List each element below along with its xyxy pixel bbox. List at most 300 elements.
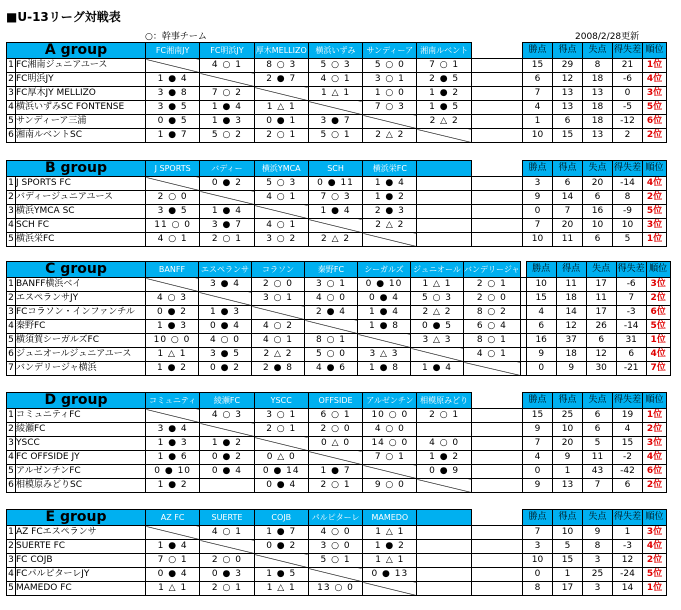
self-match-cell (254, 87, 308, 101)
team-name: J SPORTS FC (16, 177, 146, 191)
self-match-cell (146, 526, 200, 540)
stat-value: 9 (522, 479, 552, 493)
match-result: 3 ● 5 (199, 348, 252, 362)
rank-value: 4位 (642, 177, 666, 191)
rank-value: 3位 (642, 87, 666, 101)
match-result: 0 ● 10 (358, 278, 411, 292)
stat-value: 6 (612, 479, 642, 493)
stat-value: 13 (552, 101, 582, 115)
table-row (7, 554, 667, 568)
match-result: 4 ○ 3 (200, 409, 254, 423)
stat-header: 順位 (642, 161, 666, 177)
stat-value: 3 (522, 540, 552, 554)
match-result: 1 △ 1 (411, 278, 464, 292)
stat-value: 14 (612, 582, 642, 596)
match-result: 8 ○ 1 (464, 334, 521, 348)
group-name: C group (7, 262, 146, 278)
stat-value: 13 (582, 87, 612, 101)
team-column-header: コラソン (252, 262, 305, 278)
match-result: 1 △ 1 (308, 87, 362, 101)
team-column-header: シーガルズ (358, 262, 411, 278)
team-column-header: サンディーア (363, 43, 417, 59)
match-result: 1 ● 3 (146, 320, 199, 334)
match-result: 1 ● 7 (254, 526, 308, 540)
table-row (7, 101, 667, 115)
match-result: 3 ● 5 (146, 101, 200, 115)
team-column-header: ジュニオール (411, 262, 464, 278)
match-result: 2 △ 2 (252, 348, 305, 362)
match-result: 0 ● 2 (200, 177, 254, 191)
table-row (7, 479, 667, 493)
stat-header: 勝点 (522, 393, 552, 409)
match-result: 7 ○ 1 (146, 554, 200, 568)
table-row (7, 292, 671, 306)
spacer-cell (471, 219, 522, 233)
stat-value: 9 (522, 423, 552, 437)
team-column-header: YSCC (254, 393, 308, 409)
team-column-header: 厚木MELLIZO (254, 43, 308, 59)
stat-header: 得失差 (612, 393, 642, 409)
stat-value: 15 (522, 409, 552, 423)
stat-header: 失点 (586, 262, 616, 278)
match-result: 3 ○ 0 (308, 540, 362, 554)
spacer-cell (471, 568, 522, 582)
match-result: 7 ○ 1 (363, 451, 417, 465)
team-name: バンデリージャ横浜 (16, 362, 146, 376)
team-column-header: パルピターレ (308, 510, 362, 526)
table-row (7, 334, 671, 348)
stat-value: 5 (552, 540, 582, 554)
match-result (417, 177, 471, 191)
stat-value: 29 (552, 59, 582, 73)
match-result: 1 ● 2 (200, 437, 254, 451)
match-result: 4 ○ 0 (199, 334, 252, 348)
team-column-header (417, 161, 471, 177)
rank-value: 7位 (646, 362, 670, 376)
self-match-cell (363, 465, 417, 479)
match-result: 1 ● 5 (417, 101, 471, 115)
match-result: 4 ● 6 (305, 362, 358, 376)
table-row (7, 348, 671, 362)
match-result: 4 ○ 1 (308, 73, 362, 87)
rank-value: 4位 (642, 540, 666, 554)
match-result: 6 ○ 4 (464, 320, 521, 334)
table-row (7, 409, 667, 423)
row-number: 1 (7, 59, 16, 73)
match-result: 2 ○ 1 (308, 479, 362, 493)
row-number: 6 (7, 129, 16, 143)
stat-header: 得点 (556, 262, 586, 278)
self-match-cell (200, 73, 254, 87)
match-result: 5 ○ 0 (363, 59, 417, 73)
match-result: 9 ○ 0 (363, 479, 417, 493)
spacer-cell (471, 101, 522, 115)
table-row (7, 437, 667, 451)
rank-value: 5位 (642, 101, 666, 115)
self-match-cell (252, 306, 305, 320)
match-result: 3 ○ 1 (252, 292, 305, 306)
stat-value: 14 (556, 306, 586, 320)
self-match-cell (305, 320, 358, 334)
match-result: 4 ○ 1 (200, 59, 254, 73)
table-row (7, 451, 667, 465)
match-result: 3 ● 4 (146, 423, 200, 437)
self-match-cell (254, 554, 308, 568)
match-result: 0 ● 10 (146, 465, 200, 479)
match-result: 1 ● 2 (146, 362, 199, 376)
stat-value: 37 (556, 334, 586, 348)
match-result: 1 △ 1 (254, 582, 308, 596)
match-result: 7 ○ 3 (363, 101, 417, 115)
match-result: 3 ○ 2 (254, 233, 308, 247)
team-column-header: J SPORTS (146, 161, 200, 177)
stat-value: 13 (552, 87, 582, 101)
match-result: 3 ● 7 (200, 219, 254, 233)
table-row (7, 233, 667, 247)
stat-value: 12 (556, 320, 586, 334)
team-column-header: SCH (308, 161, 362, 177)
stat-value: 11 (556, 278, 586, 292)
stat-value: 1 (522, 115, 552, 129)
team-name: FCパルピターレJY (16, 568, 146, 582)
stat-value: 3 (582, 554, 612, 568)
stat-value: -24 (612, 568, 642, 582)
match-result: 0 ● 5 (411, 320, 464, 334)
match-result: 4 ○ 2 (252, 320, 305, 334)
match-result: 0 ● 13 (363, 568, 417, 582)
stat-value: 8 (612, 191, 642, 205)
match-result: 1 ● 8 (358, 320, 411, 334)
match-result: 8 ○ 2 (464, 306, 521, 320)
self-match-cell (363, 233, 417, 247)
match-result: 5 ○ 3 (411, 292, 464, 306)
row-number: 5 (7, 115, 16, 129)
spacer-cell (471, 479, 522, 493)
self-match-cell (308, 451, 362, 465)
row-number: 4 (7, 219, 16, 233)
stat-value: 3 (582, 582, 612, 596)
rank-value: 4位 (642, 451, 666, 465)
match-result: 2 △ 2 (308, 233, 362, 247)
match-result: 10 ○ 0 (363, 409, 417, 423)
stat-value: 6 (522, 73, 552, 87)
stat-value: 6 (616, 348, 646, 362)
rank-value: 6位 (646, 306, 670, 320)
match-result: 1 △ 1 (363, 554, 417, 568)
self-match-cell (146, 177, 200, 191)
stat-value: 10 (552, 423, 582, 437)
stat-value: 6 (582, 191, 612, 205)
self-match-cell (199, 292, 252, 306)
match-result: 10 ○ 0 (146, 334, 199, 348)
match-result: 2 △ 2 (363, 219, 417, 233)
team-name: アルゼンチンFC (16, 465, 146, 479)
stat-value: 2 (612, 129, 642, 143)
match-result: 5 ○ 3 (254, 177, 308, 191)
spacer-cell (471, 233, 522, 247)
match-result: 7 ○ 1 (417, 59, 471, 73)
match-result: 0 ● 5 (146, 115, 200, 129)
match-result: 1 ○ 0 (363, 87, 417, 101)
team-name: ジュニオールジュニアユース (16, 348, 146, 362)
stat-header: 得失差 (616, 262, 646, 278)
stat-value: 9 (582, 526, 612, 540)
table-row (7, 568, 667, 582)
rank-value: 5位 (646, 320, 670, 334)
match-result: 3 ○ 1 (305, 278, 358, 292)
match-result: 1 ● 3 (200, 115, 254, 129)
self-match-cell (358, 334, 411, 348)
stat-value: 21 (612, 59, 642, 73)
spacer-cell (471, 582, 522, 596)
table-row (7, 362, 671, 376)
match-result: 1 ● 7 (308, 465, 362, 479)
team-name: YSCC (16, 437, 146, 451)
row-number: 4 (7, 451, 16, 465)
match-result (417, 219, 471, 233)
match-result: 2 ○ 0 (252, 278, 305, 292)
match-result: 1 ● 2 (146, 479, 200, 493)
stat-value: 0 (526, 362, 556, 376)
match-result: 3 ● 5 (146, 205, 200, 219)
stat-header: 得失差 (612, 510, 642, 526)
match-result: 1 ● 2 (363, 540, 417, 554)
match-result: 2 ● 3 (363, 205, 417, 219)
rank-value: 1位 (642, 59, 666, 73)
stat-value: 1 (552, 465, 582, 479)
spacer-cell (471, 540, 522, 554)
row-number: 5 (7, 465, 16, 479)
match-result: 4 ○ 1 (252, 334, 305, 348)
team-column-header: MAMEDO (363, 510, 417, 526)
team-name: エスペランサJY (16, 292, 146, 306)
spacer-cell (471, 393, 522, 409)
team-name: 秦野FC (16, 320, 146, 334)
table-row (7, 205, 667, 219)
team-name: FC COJB (16, 554, 146, 568)
match-result (417, 526, 471, 540)
match-result: 2 ○ 1 (200, 582, 254, 596)
match-result: 4 ○ 1 (254, 191, 308, 205)
stat-value: 9 (526, 348, 556, 362)
match-result: 4 ○ 0 (305, 292, 358, 306)
team-name: 横浜栄FC (16, 233, 146, 247)
match-result: 3 ● 4 (199, 278, 252, 292)
row-number: 2 (7, 423, 16, 437)
spacer-cell (471, 161, 522, 177)
stat-value: 4 (522, 101, 552, 115)
stat-value: 8 (582, 540, 612, 554)
row-number: 3 (7, 205, 16, 219)
team-column-header: バディー (200, 161, 254, 177)
stat-value: -6 (616, 278, 646, 292)
match-result: 3 ● 8 (146, 87, 200, 101)
match-result: 6 ○ 1 (308, 409, 362, 423)
stat-value: 17 (586, 278, 616, 292)
stat-value: 0 (522, 465, 552, 479)
stat-value: 6 (582, 409, 612, 423)
match-result: 5 ○ 1 (308, 554, 362, 568)
stat-value: 20 (582, 177, 612, 191)
self-match-cell (200, 423, 254, 437)
rank-value: 1位 (642, 582, 666, 596)
team-name: 横浜いずみSC FONTENSE (16, 101, 146, 115)
stat-value: 26 (586, 320, 616, 334)
self-match-cell (146, 59, 200, 73)
stat-value: 8 (582, 59, 612, 73)
stat-value: 17 (586, 306, 616, 320)
stat-value: 15 (552, 129, 582, 143)
table-row (7, 465, 667, 479)
match-result: 8 ○ 1 (305, 334, 358, 348)
match-result: 1 ● 4 (200, 101, 254, 115)
stat-header: 順位 (642, 43, 666, 59)
row-number: 3 (7, 87, 16, 101)
match-result: 1 △ 1 (363, 526, 417, 540)
spacer-cell (471, 59, 522, 73)
stat-value: -3 (612, 540, 642, 554)
match-result: 0 ● 4 (358, 292, 411, 306)
table-row (7, 191, 667, 205)
self-match-cell (146, 409, 200, 423)
table-row (7, 278, 671, 292)
self-match-cell (254, 437, 308, 451)
stat-header: 失点 (582, 161, 612, 177)
match-result: 1 ● 4 (411, 362, 464, 376)
table-row (7, 59, 667, 73)
match-result: 0 ● 1 (254, 115, 308, 129)
stat-value: 7 (582, 479, 612, 493)
match-result: 4 ○ 1 (200, 526, 254, 540)
row-number: 1 (7, 278, 16, 292)
stat-value: 11 (552, 233, 582, 247)
stat-value: 11 (586, 292, 616, 306)
match-result: 2 ○ 1 (464, 278, 521, 292)
stat-value: 25 (582, 568, 612, 582)
table-row (7, 87, 667, 101)
stat-value: 7 (522, 87, 552, 101)
rank-value: 1位 (646, 334, 670, 348)
team-column-header: 秦野FC (305, 262, 358, 278)
row-number: 6 (7, 348, 16, 362)
row-number: 1 (7, 409, 16, 423)
row-number: 2 (7, 191, 16, 205)
stat-value: 13 (582, 129, 612, 143)
match-result: 0 ● 4 (199, 320, 252, 334)
match-result: 2 ○ 0 (464, 292, 521, 306)
match-result: 3 ○ 1 (363, 73, 417, 87)
rank-value: 2位 (646, 292, 670, 306)
match-result (417, 568, 471, 582)
stat-value: 18 (556, 348, 586, 362)
self-match-cell (308, 568, 362, 582)
table-row (7, 129, 667, 143)
match-result: 5 ○ 3 (308, 59, 362, 73)
row-number: 4 (7, 101, 16, 115)
spacer-cell (471, 177, 522, 191)
row-number: 3 (7, 306, 16, 320)
stat-value: 30 (586, 362, 616, 376)
page-title: ■U-13リーグ対戦表 (6, 10, 121, 24)
table-row (7, 526, 667, 540)
rank-value: 2位 (642, 554, 666, 568)
match-result: 0 △ 0 (308, 437, 362, 451)
stat-value: 10 (526, 278, 556, 292)
group-table (6, 509, 667, 596)
updated-date: 2008/2/28更新 (575, 32, 640, 42)
rank-value: 4位 (642, 73, 666, 87)
table-row (7, 177, 667, 191)
match-result: 7 ○ 3 (308, 191, 362, 205)
match-result: 0 ● 4 (254, 479, 308, 493)
stat-header: 得失差 (612, 43, 642, 59)
rank-value: 5位 (642, 568, 666, 582)
stat-value: 31 (616, 334, 646, 348)
stat-header: 得点 (552, 510, 582, 526)
self-match-cell (363, 115, 417, 129)
row-number: 7 (7, 362, 16, 376)
match-result: 2 △ 2 (417, 115, 471, 129)
match-result: 4 ○ 1 (254, 219, 308, 233)
team-column-header: FC明浜JY (200, 43, 254, 59)
stat-value: 18 (582, 101, 612, 115)
rank-value: 2位 (642, 129, 666, 143)
stat-value: -12 (612, 115, 642, 129)
match-result (417, 540, 471, 554)
rank-value: 1位 (642, 233, 666, 247)
stat-value: 6 (552, 177, 582, 191)
match-result: 1 △ 1 (146, 582, 200, 596)
match-result (417, 554, 471, 568)
stat-value: 0 (522, 205, 552, 219)
row-number: 5 (7, 582, 16, 596)
stat-header: 勝点 (522, 510, 552, 526)
match-result: 1 ● 4 (358, 306, 411, 320)
stat-value: -6 (612, 73, 642, 87)
match-result: 11 ○ 0 (146, 219, 200, 233)
match-result (417, 423, 471, 437)
stat-header: 順位 (646, 262, 670, 278)
stat-value: -42 (612, 465, 642, 479)
spacer-cell (471, 191, 522, 205)
match-result: 3 ● 7 (308, 115, 362, 129)
stat-value: 19 (612, 409, 642, 423)
team-column-header: コミュニティ (146, 393, 200, 409)
team-name: SCH FC (16, 219, 146, 233)
stat-header: 失点 (582, 43, 612, 59)
group-name: D group (7, 393, 146, 409)
rank-value: 3位 (642, 526, 666, 540)
match-result: 0 ● 2 (199, 362, 252, 376)
match-result: 2 ○ 0 (146, 191, 200, 205)
stat-header: 勝点 (522, 43, 552, 59)
match-result: 2 △ 2 (363, 129, 417, 143)
match-result: 5 ○ 1 (308, 129, 362, 143)
match-result: 2 ● 4 (305, 306, 358, 320)
stat-value: 3 (522, 177, 552, 191)
match-result: 4 ○ 1 (146, 233, 200, 247)
match-result: 2 ○ 1 (200, 233, 254, 247)
match-result: 2 △ 2 (411, 306, 464, 320)
match-result: 0 △ 0 (254, 451, 308, 465)
row-number: 1 (7, 526, 16, 540)
self-match-cell (411, 348, 464, 362)
match-result: 1 △ 1 (254, 101, 308, 115)
team-name: FCコラソン・インファンチル (16, 306, 146, 320)
stat-value: 9 (552, 451, 582, 465)
team-name: BANFF横浜ベイ (16, 278, 146, 292)
match-result: 1 ● 5 (254, 568, 308, 582)
